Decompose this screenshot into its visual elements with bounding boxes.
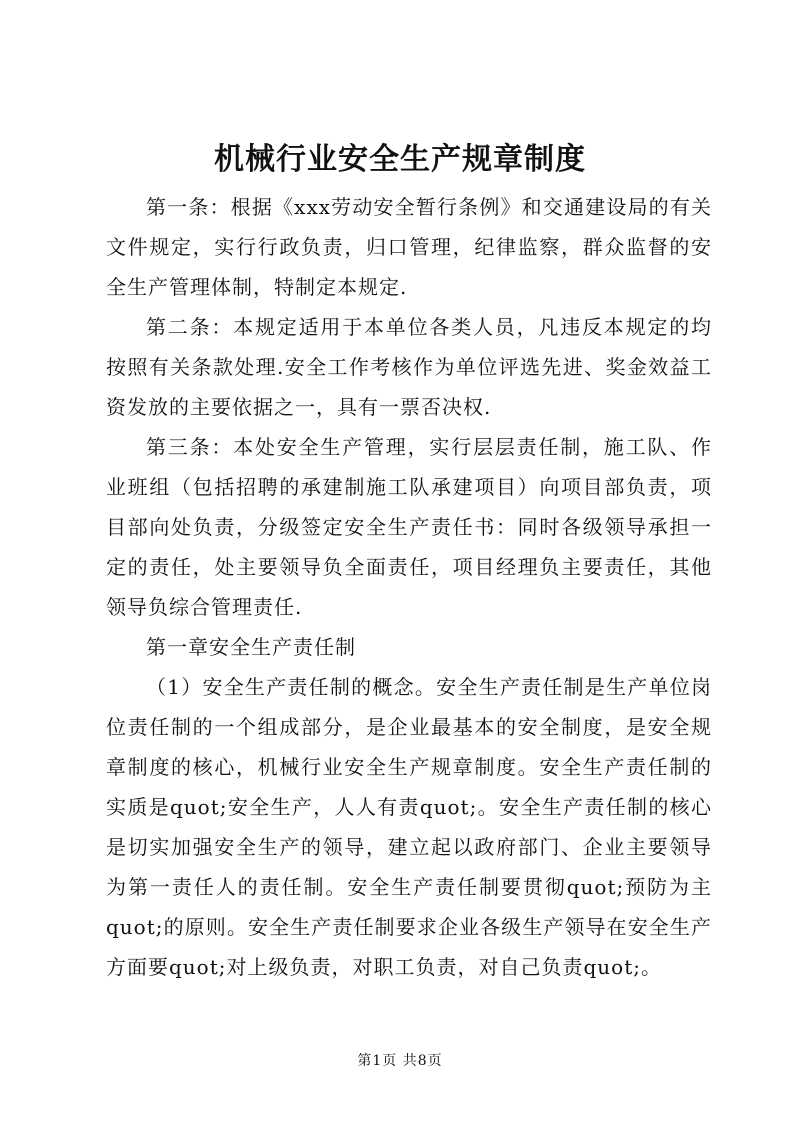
- paragraph-article-1: 第一条：根据《xxx劳动安全暂行条例》和交通建设局的有关文件规定，实行行政负责，归口管理，纪律监察，群众监督的安全生产管理体制，特制定本规定.: [106, 195, 712, 299]
- chapter-heading: 第一章安全生产责任制: [146, 635, 356, 659]
- document-body: [106, 187, 712, 987]
- paragraph-article-3: 第三条：本处安全生产管理，实行层层责任制，施工队、作业班组（包括招聘的承建制施工队承建项目）向项目部负责，项目部向处负责，分级签定安全生产责任书：同时各级领导承担一定的责任，处主要领导负全面责任，项目经理负主要责任，其他领导负综合管理责任.: [106, 435, 712, 619]
- paragraph-safety-responsibility: （1）安全生产责任制的概念。安全生产责任制是生产单位岗位责任制的一个组成部分，是企业最基本的安全制度，是安全规章制度的核心，机械行业安全生产规章制度。安全生产责任制的实质是quot;安全生产，人人有责quot;。安全生产责任制的核心是切实加强安全生产的领导，建立起以政府部门、企业主要领导为第一责任人的责任制。安全生产责任制要贯彻quot;预防为主quot;的原则。安全生产责任制要求企业各级生产领导在安全生产方面要quot;对上级负责，对职工负责，对自己负责quot;。: [106, 675, 712, 979]
- page-footer: 第1页 共8页: [357, 1053, 443, 1069]
- paragraph-article-2: 第二条：本规定适用于本单位各类人员，凡违反本规定的均按照有关条款处理.安全工作考核作为单位评选先进、奖金效益工资发放的主要依据之一，具有一票否决权.: [106, 315, 712, 419]
- document-title: 机械行业安全生产规章制度: [214, 142, 586, 177]
